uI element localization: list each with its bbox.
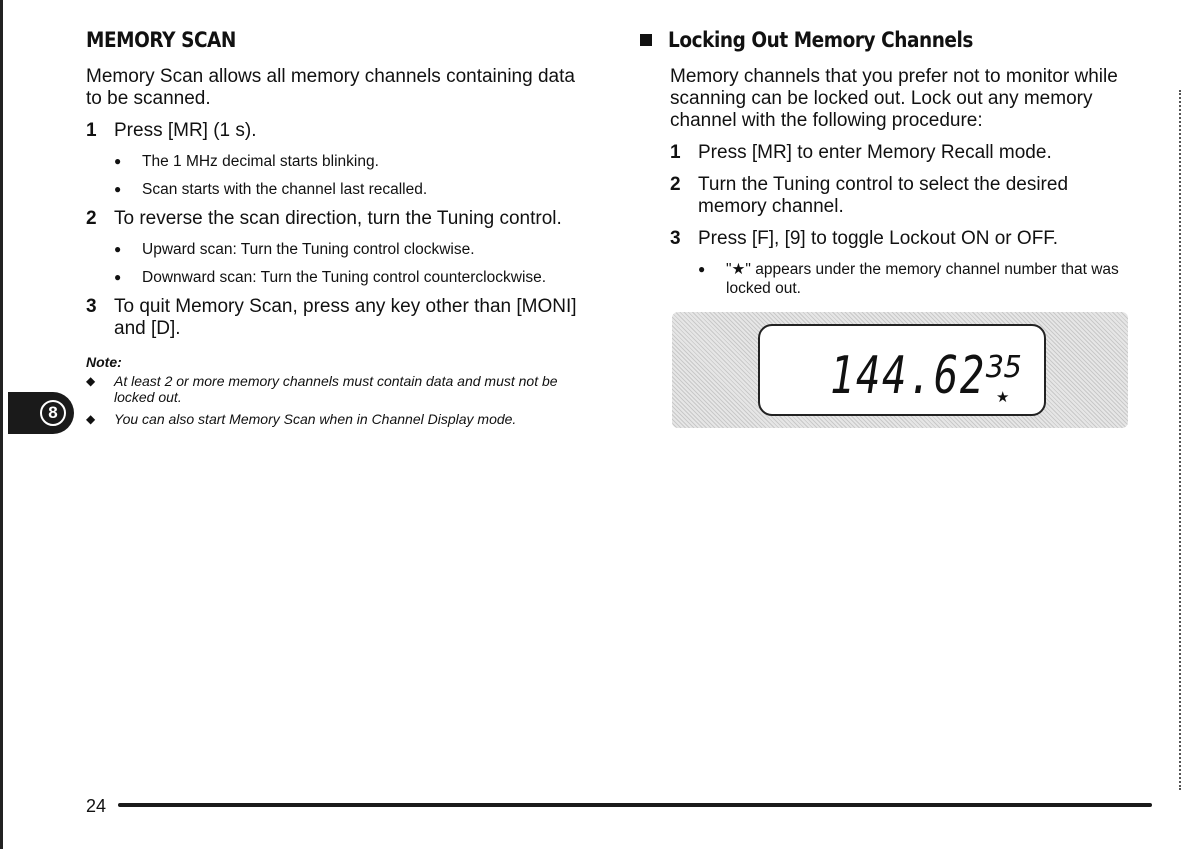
bullet-icon: ●: [698, 262, 706, 276]
note-item: [86, 411, 596, 427]
step-3: [670, 228, 1140, 250]
lcd-frequency: 144.62: [830, 346, 986, 406]
step-number: 1: [86, 120, 97, 141]
note-label: Note:: [86, 354, 122, 370]
bullet-text: Upward scan: Turn the Tuning control clockwise.: [142, 241, 475, 258]
step-number: 3: [670, 228, 681, 249]
bullet-item: [114, 268, 596, 287]
step-3: [86, 296, 596, 340]
intro-text: Memory Scan allows all memory channels containing data to be scanned.: [86, 66, 575, 109]
diamond-icon: ◆: [86, 412, 96, 426]
lcd-screen: [758, 324, 1046, 416]
square-bullet-icon: [640, 34, 652, 46]
lockout-star-icon: ★: [996, 389, 1010, 406]
bullet-icon: ●: [114, 182, 122, 196]
note-text: You can also start Memory Scan when in Channel Display mode.: [114, 411, 517, 427]
binding-edge: [1177, 90, 1181, 790]
step-number: 1: [670, 142, 681, 163]
step-2: [86, 208, 596, 230]
section-title: MEMORY SCAN: [86, 28, 236, 52]
lockout-section: [640, 28, 1140, 307]
bullet-item: [114, 240, 596, 259]
bullet-icon: ●: [114, 242, 122, 256]
display-illustration: [672, 312, 1128, 428]
intro-text: Memory channels that you prefer not to monitor while scanning can be locked out. Lock out any memory channel with the following procedure:: [670, 66, 1118, 131]
bullet-icon: ●: [114, 154, 122, 168]
diamond-icon: ◆: [86, 374, 96, 388]
section-title: Locking Out Memory Channels: [668, 28, 973, 52]
note-item: [86, 373, 596, 405]
chapter-tab: [8, 392, 74, 434]
step-text: Press [MR] (1 s).: [114, 120, 257, 141]
step-number: 2: [670, 174, 681, 195]
bullet-text: Scan starts with the channel last recalled.: [142, 181, 428, 198]
page-number: 24: [86, 796, 107, 816]
step-1: [86, 120, 596, 142]
bullet-text: "★" appears under the memory channel number that was locked out.: [726, 261, 1119, 297]
step-text: To quit Memory Scan, press any key other than [MONI] and [D].: [114, 296, 577, 339]
bullet-item: [114, 152, 596, 171]
step-text: Turn the Tuning control to select the desired memory channel.: [698, 174, 1069, 217]
chapter-number: 8: [40, 400, 66, 426]
bullet-text: Downward scan: Turn the Tuning control counterclockwise.: [142, 269, 547, 286]
step-number: 2: [86, 208, 97, 229]
section-heading: [640, 28, 1140, 52]
bullet-text: The 1 MHz decimal starts blinking.: [142, 153, 379, 170]
step-1: [670, 142, 1140, 164]
step-text: To reverse the scan direction, turn the Tuning control.: [114, 208, 562, 229]
note-text: At least 2 or more memory channels must contain data and must not be locked out.: [114, 373, 558, 405]
step-text: Press [F], [9] to toggle Lockout ON or OFF.: [698, 228, 1059, 249]
step-number: 3: [86, 296, 97, 317]
step-2: [670, 174, 1140, 218]
lcd-channel: 35: [986, 350, 1023, 385]
bullet-item: [114, 180, 596, 199]
footer-rule: [118, 803, 1152, 807]
step-text: Press [MR] to enter Memory Recall mode.: [698, 142, 1052, 163]
bullet-icon: ●: [114, 270, 122, 284]
page-edge: [0, 0, 3, 849]
bullet-item: [698, 260, 1140, 298]
memory-scan-section: [86, 28, 596, 433]
